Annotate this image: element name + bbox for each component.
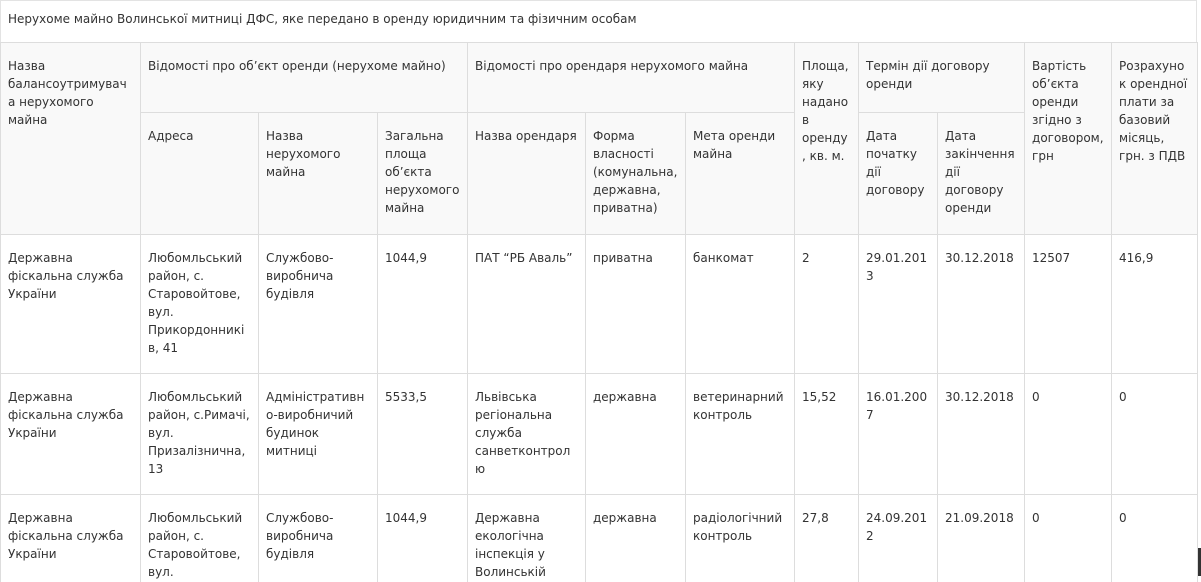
cell-tenant-name: Державна екологічна інспекція у Волинській — [468, 495, 586, 582]
cell-end-date: 30.12.2018 — [938, 235, 1025, 374]
cell-value: 0 — [1025, 495, 1112, 582]
cell-start-date: 24.09.2012 — [859, 495, 938, 582]
cell-area-leased: 15,52 — [795, 374, 859, 495]
header-ownership: Форма власності (комунальна, державна, приватна) — [586, 113, 686, 235]
header-row-1 — [1, 43, 1198, 113]
cell-start-date: 16.01.2007 — [859, 374, 938, 495]
cell-area-leased: 2 — [795, 235, 859, 374]
cell-purpose: ветеринарний контроль — [686, 374, 795, 495]
header-address: Адреса — [141, 113, 259, 235]
cell-address: Любомльський район, с. Старовойтове, вул. — [141, 495, 259, 582]
header-area-leased: Площа, яку надано в оренду, кв. м. — [795, 43, 859, 235]
cell-address: Любомльський район, с.Римачі, вул. Призалізнична, 13 — [141, 374, 259, 495]
header-value: Вартість об’єкта оренди згідно з договором, грн — [1025, 43, 1112, 235]
cell-rent: 0 — [1112, 374, 1198, 495]
cell-start-date: 29.01.2013 — [859, 235, 938, 374]
header-balance-holder: Назва балансоутримувача нерухомого майна — [1, 43, 141, 235]
header-total-area: Загальна площа об’єкта нерухомого майна — [378, 113, 468, 235]
cell-end-date: 30.12.2018 — [938, 374, 1025, 495]
header-purpose: Мета оренди майна — [686, 113, 795, 235]
cell-ownership: державна — [586, 374, 686, 495]
header-start-date: Дата початку дії договору — [859, 113, 938, 235]
cell-purpose: радіологічний контроль — [686, 495, 795, 582]
cell-tenant-name: Львівська регіональна служба санветконтролю — [468, 374, 586, 495]
cell-rent: 416,9 — [1112, 235, 1198, 374]
cell-value: 12507 — [1025, 235, 1112, 374]
header-end-date: Дата закінчення дії договору оренди — [938, 113, 1025, 235]
table-head — [1, 43, 1198, 235]
cell-total-area: 5533,5 — [378, 374, 468, 495]
header-rent: Розрахунок орендної плати за базовий місяць, грн. з ПДВ — [1112, 43, 1198, 235]
header-term-group: Термін дії договору оренди — [859, 43, 1025, 113]
cell-ownership: приватна — [586, 235, 686, 374]
cell-tenant-name: ПАТ “РБ Аваль” — [468, 235, 586, 374]
cell-object-name: Службово-виробнича будівля — [259, 495, 378, 582]
cell-rent: 0 — [1112, 495, 1198, 582]
cell-object-name: Адміністративно-виробничий будинок митниці — [259, 374, 378, 495]
cell-balance-holder: Державна фіскальна служба України — [1, 235, 141, 374]
table-row — [1, 374, 1198, 495]
cell-end-date: 21.09.2018 — [938, 495, 1025, 582]
cell-balance-holder: Державна фіскальна служба України — [1, 495, 141, 582]
header-row-2 — [1, 113, 1198, 235]
table-row — [1, 235, 1198, 374]
cell-object-name: Службово-виробнича будівля — [259, 235, 378, 374]
cell-ownership: державна — [586, 495, 686, 582]
table-row — [1, 495, 1198, 582]
cell-total-area: 1044,9 — [378, 235, 468, 374]
table-body — [1, 235, 1198, 582]
header-tenant-group: Відомості про орендаря нерухомого майна — [468, 43, 795, 113]
cell-area-leased: 27,8 — [795, 495, 859, 582]
header-tenant-name: Назва орендаря — [468, 113, 586, 235]
table-caption: Нерухоме майно Волинської митниці ДФС, яке передано в оренду юридичним та фізичним особам — [0, 0, 1197, 42]
cell-address: Любомльський район, с. Старовойтове, вул. Прикордонників, 41 — [141, 235, 259, 374]
cell-total-area: 1044,9 — [378, 495, 468, 582]
cell-balance-holder: Державна фіскальна служба України — [1, 374, 141, 495]
cell-purpose: банкомат — [686, 235, 795, 374]
lease-table — [0, 42, 1198, 582]
header-object-group: Відомості про об’єкт оренди (нерухоме майно) — [141, 43, 468, 113]
header-object-name: Назва нерухомого майна — [259, 113, 378, 235]
cell-value: 0 — [1025, 374, 1112, 495]
